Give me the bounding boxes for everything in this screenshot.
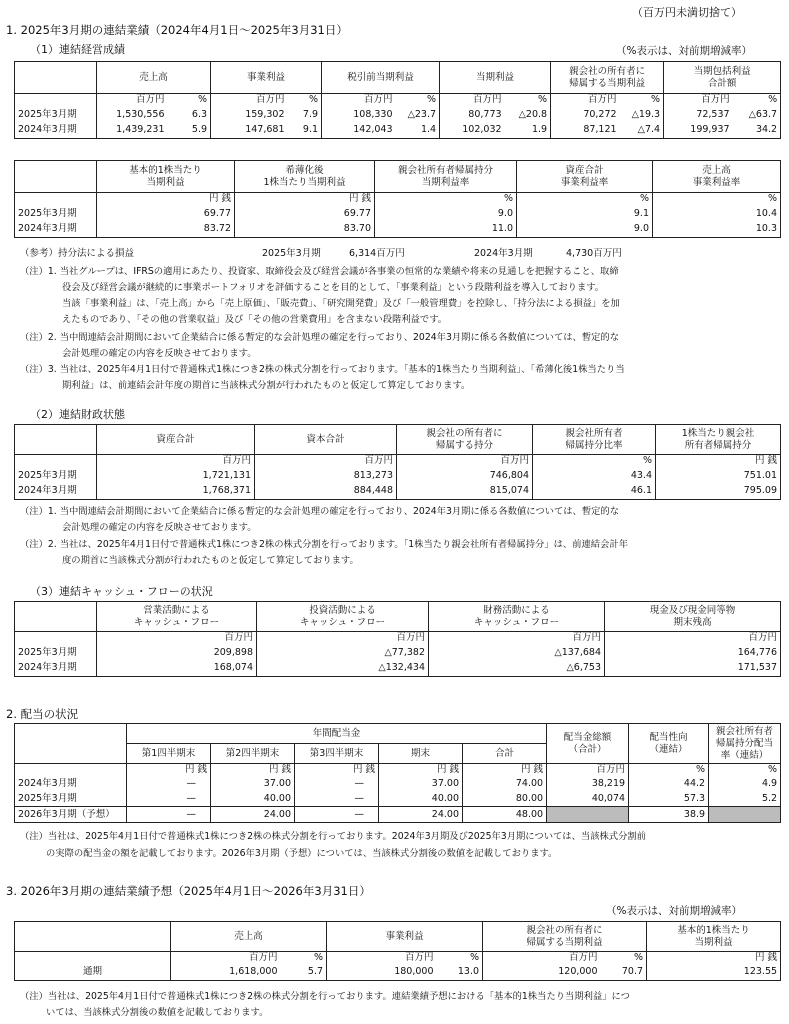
unit: 円 銭: [647, 952, 781, 965]
note-line: 会計処理の確定の内容を反映させております。: [62, 522, 257, 533]
unit: 百万円: [97, 94, 168, 107]
note-line: 期利益」は、前連結会計年度の期首に当該株式分割が行われたものと仮定して算定しております。: [62, 380, 471, 391]
value-cell: —: [295, 777, 379, 792]
value-cell: 7.9: [288, 107, 322, 123]
value-cell: —: [295, 792, 379, 807]
unit: 百万円: [397, 455, 533, 468]
value-cell: 80,773: [440, 107, 505, 123]
value-cell: 6.3: [168, 107, 211, 123]
value-cell: 10.3: [653, 222, 781, 238]
value-cell: 1.4: [396, 123, 440, 139]
value-cell: 9.1: [288, 123, 322, 139]
row-label: 2024年3月期: [15, 777, 127, 792]
header-total-dividend: 配当金総額 （合計）: [547, 724, 629, 764]
header-revenue: 売上高: [171, 922, 327, 952]
header-margin: 売上高 事業利益率: [653, 161, 781, 193]
value-cell: 9.0: [375, 206, 517, 222]
row-label: 2024年3月期: [15, 484, 97, 500]
pct-note: （%表示は、対前期増減率）: [616, 45, 752, 57]
header-business-profit: 事業利益: [327, 922, 483, 952]
row-label: 2024年3月期: [15, 222, 97, 238]
value-cell: 108,330: [322, 107, 396, 123]
value-cell: 24.00: [379, 807, 463, 823]
unit: 円 銭: [127, 764, 211, 777]
value-cell: 199,937: [664, 123, 733, 139]
value-cell: △6,753: [429, 661, 605, 677]
value-cell: 884,448: [255, 484, 397, 500]
header-annual-dividend: 年間配当金: [127, 724, 547, 744]
header-q1: 第1四半期末: [127, 744, 211, 764]
value-cell: 87,121: [551, 123, 620, 139]
value-cell: 751.01: [656, 468, 781, 484]
value-cell: 1,721,131: [97, 468, 255, 484]
unit: 円 銭: [295, 764, 379, 777]
row-label: 通期: [15, 965, 171, 981]
value-cell: 120,000: [483, 965, 601, 981]
shaded-cell: [547, 807, 629, 823]
value-cell: —: [295, 807, 379, 823]
value-cell: 83.70: [235, 222, 375, 238]
header-financing-cf: 財務活動による キャッシュ・フロー: [429, 602, 605, 632]
note-line: （注）2. 当中間連結会計期間において企業結合に係る暫定的な会計処理の確定を行っており、2024年3月期に係る各数値については、暫定的な: [20, 332, 620, 343]
header-net-profit: 当期利益: [440, 62, 551, 94]
value-cell: △19.3: [620, 107, 664, 123]
row-label: 2025年3月期: [15, 206, 97, 222]
unit: %: [396, 94, 440, 107]
value-cell: 80.00: [463, 792, 547, 807]
header-owners-equity: 親会社の所有者に 帰属する持分: [397, 425, 533, 455]
unit: 円 銭: [656, 455, 781, 468]
value-cell: △77,382: [257, 645, 429, 661]
unit: %: [629, 764, 709, 777]
value-cell: 1.9: [505, 123, 551, 139]
value-cell: 9.1: [517, 206, 653, 222]
note-line: （注）当社は、2025年4月1日付で普通株式1株につき2株の株式分割を行っております。連結業績予想における「基本的1株当たり当期利益」につ: [20, 991, 630, 1002]
section-1-title: 1. 2025年3月期の連結業績（2024年4月1日～2025年3月31日）: [6, 23, 348, 37]
value-cell: 40,074: [547, 792, 629, 807]
unit: 百万円: [97, 455, 255, 468]
header-bps: 1株当たり親会社 所有者帰属持分: [656, 425, 781, 455]
unit: %: [653, 193, 781, 206]
unit: %: [533, 455, 656, 468]
value-cell: 13.0: [437, 965, 483, 981]
note-line: （注）3. 当社は、2025年4月1日付で普通株式1株につき2株の株式分割を行っております。「基本的1株当たり当期利益」、「希薄化後1株当たり当: [20, 364, 625, 375]
value-cell: 72,537: [664, 107, 733, 123]
dividends-table: [14, 723, 781, 823]
unit: 百万円: [255, 455, 397, 468]
value-cell: 1,439,231: [97, 123, 168, 139]
section-1-1-title: （1）連結経営成績: [30, 43, 125, 56]
value-cell: 1,768,371: [97, 484, 255, 500]
shaded-cell: [709, 807, 781, 823]
value-cell: 38,219: [547, 777, 629, 792]
value-cell: 5.9: [168, 123, 211, 139]
value-cell: 159,302: [211, 107, 288, 123]
header-business-profit: 事業利益: [211, 62, 322, 94]
row-label: 2025年3月期: [15, 792, 127, 807]
value-cell: 83.72: [97, 222, 235, 238]
note-line: いては、当該株式分割後の数値を記載しております。: [46, 1007, 269, 1018]
equity-method-period-1: 2025年3月期: [262, 248, 321, 259]
value-cell: 38.9: [629, 807, 709, 823]
value-cell: 24.00: [211, 807, 295, 823]
header-roe: 親会社所有者帰属持分 当期利益率: [375, 161, 517, 193]
value-cell: 44.2: [629, 777, 709, 792]
unit: %: [375, 193, 517, 206]
value-cell: △20.8: [505, 107, 551, 123]
unit: 百万円: [171, 952, 281, 965]
row-label: 2025年3月期: [15, 468, 97, 484]
equity-method-label: （参考）持分法による損益: [20, 248, 135, 259]
unit: 百万円: [211, 94, 288, 107]
value-cell: 5.2: [709, 792, 781, 807]
header-basic-eps: 基本的1株当たり 当期利益: [97, 161, 235, 193]
value-cell: △137,684: [429, 645, 605, 661]
header-year-end: 期末: [379, 744, 463, 764]
unit: 円 銭: [379, 764, 463, 777]
unit: 百万円: [429, 632, 605, 645]
header-cash-end: 現金及び現金同等物 期末残高: [605, 602, 781, 632]
note-line: （注）2. 当社は、2025年4月1日付で普通株式1株につき2株の株式分割を行っております。「1株当たり親会社所有者帰属持分」は、前連結会計年: [20, 539, 628, 550]
value-cell: 70.7: [601, 965, 647, 981]
value-cell: 69.77: [97, 206, 235, 222]
unit: %: [709, 764, 781, 777]
header-basic-eps: 基本的1株当たり 当期利益: [647, 922, 781, 952]
header-total-assets: 資産合計: [97, 425, 255, 455]
header-blank: [15, 62, 97, 94]
unit: 百万円: [664, 94, 733, 107]
equity-method-value-2: 4,730百万円: [566, 248, 622, 259]
header-owners-profit: 親会社の所有者に 帰属する当期利益: [551, 62, 664, 94]
value-cell: △7.4: [620, 123, 664, 139]
header-investing-cf: 投資活動による キャッシュ・フロー: [257, 602, 429, 632]
value-cell: 43.4: [533, 468, 656, 484]
value-cell: 57.3: [629, 792, 709, 807]
unit: 百万円: [257, 632, 429, 645]
operating-results-table: [14, 61, 781, 139]
value-cell: △132,434: [257, 661, 429, 677]
header-revenue: 売上高: [97, 62, 211, 94]
value-cell: 164,776: [605, 645, 781, 661]
financial-position-table: [14, 424, 781, 500]
unit: 百万円: [97, 632, 257, 645]
section-2-title: 2. 配当の状況: [6, 707, 79, 721]
value-cell: 209,898: [97, 645, 257, 661]
value-cell: 5.7: [281, 965, 327, 981]
unit: %: [505, 94, 551, 107]
value-cell: 123.55: [647, 965, 781, 981]
header-equity-ratio: 親会社所有者 帰属持分比率: [533, 425, 656, 455]
unit: %: [601, 952, 647, 965]
unit: 円 銭: [211, 764, 295, 777]
header-operating-cf: 営業活動による キャッシュ・フロー: [97, 602, 257, 632]
pct-note: （%表示は、対前期増減率）: [606, 905, 742, 917]
per-share-table: [14, 160, 781, 238]
header-q3: 第3四半期末: [295, 744, 379, 764]
value-cell: 813,273: [255, 468, 397, 484]
note-line: 当該「事業利益」は、「売上高」から「売上原価」、「販売費」、「研究開発費」及び「一般管理費」を控除し、「持分法による損益」を加: [62, 298, 620, 309]
section-3-title: 3. 2026年3月期の連結業績予想（2025年4月1日～2026年3月31日）: [6, 884, 371, 898]
value-cell: 10.4: [653, 206, 781, 222]
value-cell: 1,618,000: [171, 965, 281, 981]
note-line: の実際の配当金の額を記載しております。2026年3月期（予想）については、当該株式分割後の数値を記載しております。: [46, 848, 558, 859]
row-label: 2024年3月期: [15, 123, 97, 139]
value-cell: 142,043: [322, 123, 396, 139]
header-roa: 資産合計 事業利益率: [517, 161, 653, 193]
value-cell: 37.00: [211, 777, 295, 792]
value-cell: 40.00: [211, 792, 295, 807]
row-label: 2024年3月期: [15, 661, 97, 677]
header-diluted-eps: 希薄化後 1株当たり当期利益: [235, 161, 375, 193]
note-line: 会計処理の確定の内容を反映させております。: [62, 348, 257, 359]
note-line: （注）1. 当社グループは、IFRSの適用にあたり、投資家、取締役会及び経営会議が各事業の恒常的な業績や将来の見通しを把握すること、取締: [20, 266, 619, 277]
unit: 円 銭: [97, 193, 235, 206]
unit: 百万円: [322, 94, 396, 107]
value-cell: —: [127, 792, 211, 807]
unit: %: [168, 94, 211, 107]
unit: %: [517, 193, 653, 206]
header-total-equity: 資本合計: [255, 425, 397, 455]
note-line: 度の期首に当該株式分割が行われたものと仮定して算定しております。: [62, 555, 359, 566]
header-pretax-profit: 税引前当期利益: [322, 62, 440, 94]
value-cell: 34.2: [733, 123, 781, 139]
value-cell: 171,537: [605, 661, 781, 677]
value-cell: 69.77: [235, 206, 375, 222]
value-cell: 815,074: [397, 484, 533, 500]
value-cell: 48.00: [463, 807, 547, 823]
row-label: 2025年3月期: [15, 645, 97, 661]
unit: 百万円: [605, 632, 781, 645]
unit: 百万円: [547, 764, 629, 777]
header-total: 合計: [463, 744, 547, 764]
unit: 円 銭: [235, 193, 375, 206]
row-label: 2026年3月期（予想）: [15, 807, 127, 823]
unit-note: （百万円未満切捨て）: [632, 6, 742, 19]
value-cell: 74.00: [463, 777, 547, 792]
header-comprehensive: 当期包括利益 合計額: [664, 62, 781, 94]
value-cell: 102,032: [440, 123, 505, 139]
value-cell: —: [127, 807, 211, 823]
unit: 百万円: [440, 94, 505, 107]
value-cell: 9.0: [517, 222, 653, 238]
unit: 百万円: [327, 952, 437, 965]
unit: 百万円: [551, 94, 620, 107]
header-owners-profit: 親会社の所有者に 帰属する当期利益: [483, 922, 647, 952]
header-q2: 第2四半期末: [211, 744, 295, 764]
unit: %: [733, 94, 781, 107]
value-cell: 180,000: [327, 965, 437, 981]
value-cell: 795.09: [656, 484, 781, 500]
unit: %: [288, 94, 322, 107]
row-label: 2025年3月期: [15, 107, 97, 123]
value-cell: 46.1: [533, 484, 656, 500]
section-1-2-title: （2）連結財政状態: [30, 408, 125, 421]
cash-flow-table: [14, 601, 781, 677]
unit: %: [620, 94, 664, 107]
value-cell: 4.9: [709, 777, 781, 792]
unit: %: [437, 952, 483, 965]
value-cell: △63.7: [733, 107, 781, 123]
equity-method-period-2: 2024年3月期: [474, 248, 533, 259]
value-cell: 168,074: [97, 661, 257, 677]
unit: %: [281, 952, 327, 965]
header-payout-ratio: 配当性向 （連結）: [629, 724, 709, 764]
equity-method-value-1: 6,314百万円: [349, 248, 405, 259]
unit: 百万円: [483, 952, 601, 965]
header-doe: 親会社所有者 帰属持分配当 率（連結）: [709, 724, 781, 764]
note-line: （注）1. 当中間連結会計期間において企業結合に係る暫定的な会計処理の確定を行っており、2024年3月期に係る各数値については、暫定的な: [20, 506, 620, 517]
value-cell: 37.00: [379, 777, 463, 792]
note-line: 役会及び経営会議が継続的に事業ポートフォリオを評価することを目的として、「事業利益」という段階利益を導入しております。: [62, 282, 605, 293]
note-line: えたものであり、「その他の営業収益」及び「その他の営業費用」を含まない段階利益です。: [62, 314, 448, 325]
unit: 円 銭: [463, 764, 547, 777]
value-cell: 746,804: [397, 468, 533, 484]
value-cell: △23.7: [396, 107, 440, 123]
value-cell: 11.0: [375, 222, 517, 238]
value-cell: 70,272: [551, 107, 620, 123]
forecast-table: [14, 921, 781, 981]
value-cell: 40.00: [379, 792, 463, 807]
section-1-3-title: （3）連結キャッシュ・フローの状況: [30, 585, 213, 598]
note-line: （注）当社は、2025年4月1日付で普通株式1株につき2株の株式分割を行っております。2024年3月期及び2025年3月期については、当該株式分割前: [20, 831, 646, 842]
value-cell: 147,681: [211, 123, 288, 139]
value-cell: —: [127, 777, 211, 792]
value-cell: 1,530,556: [97, 107, 168, 123]
